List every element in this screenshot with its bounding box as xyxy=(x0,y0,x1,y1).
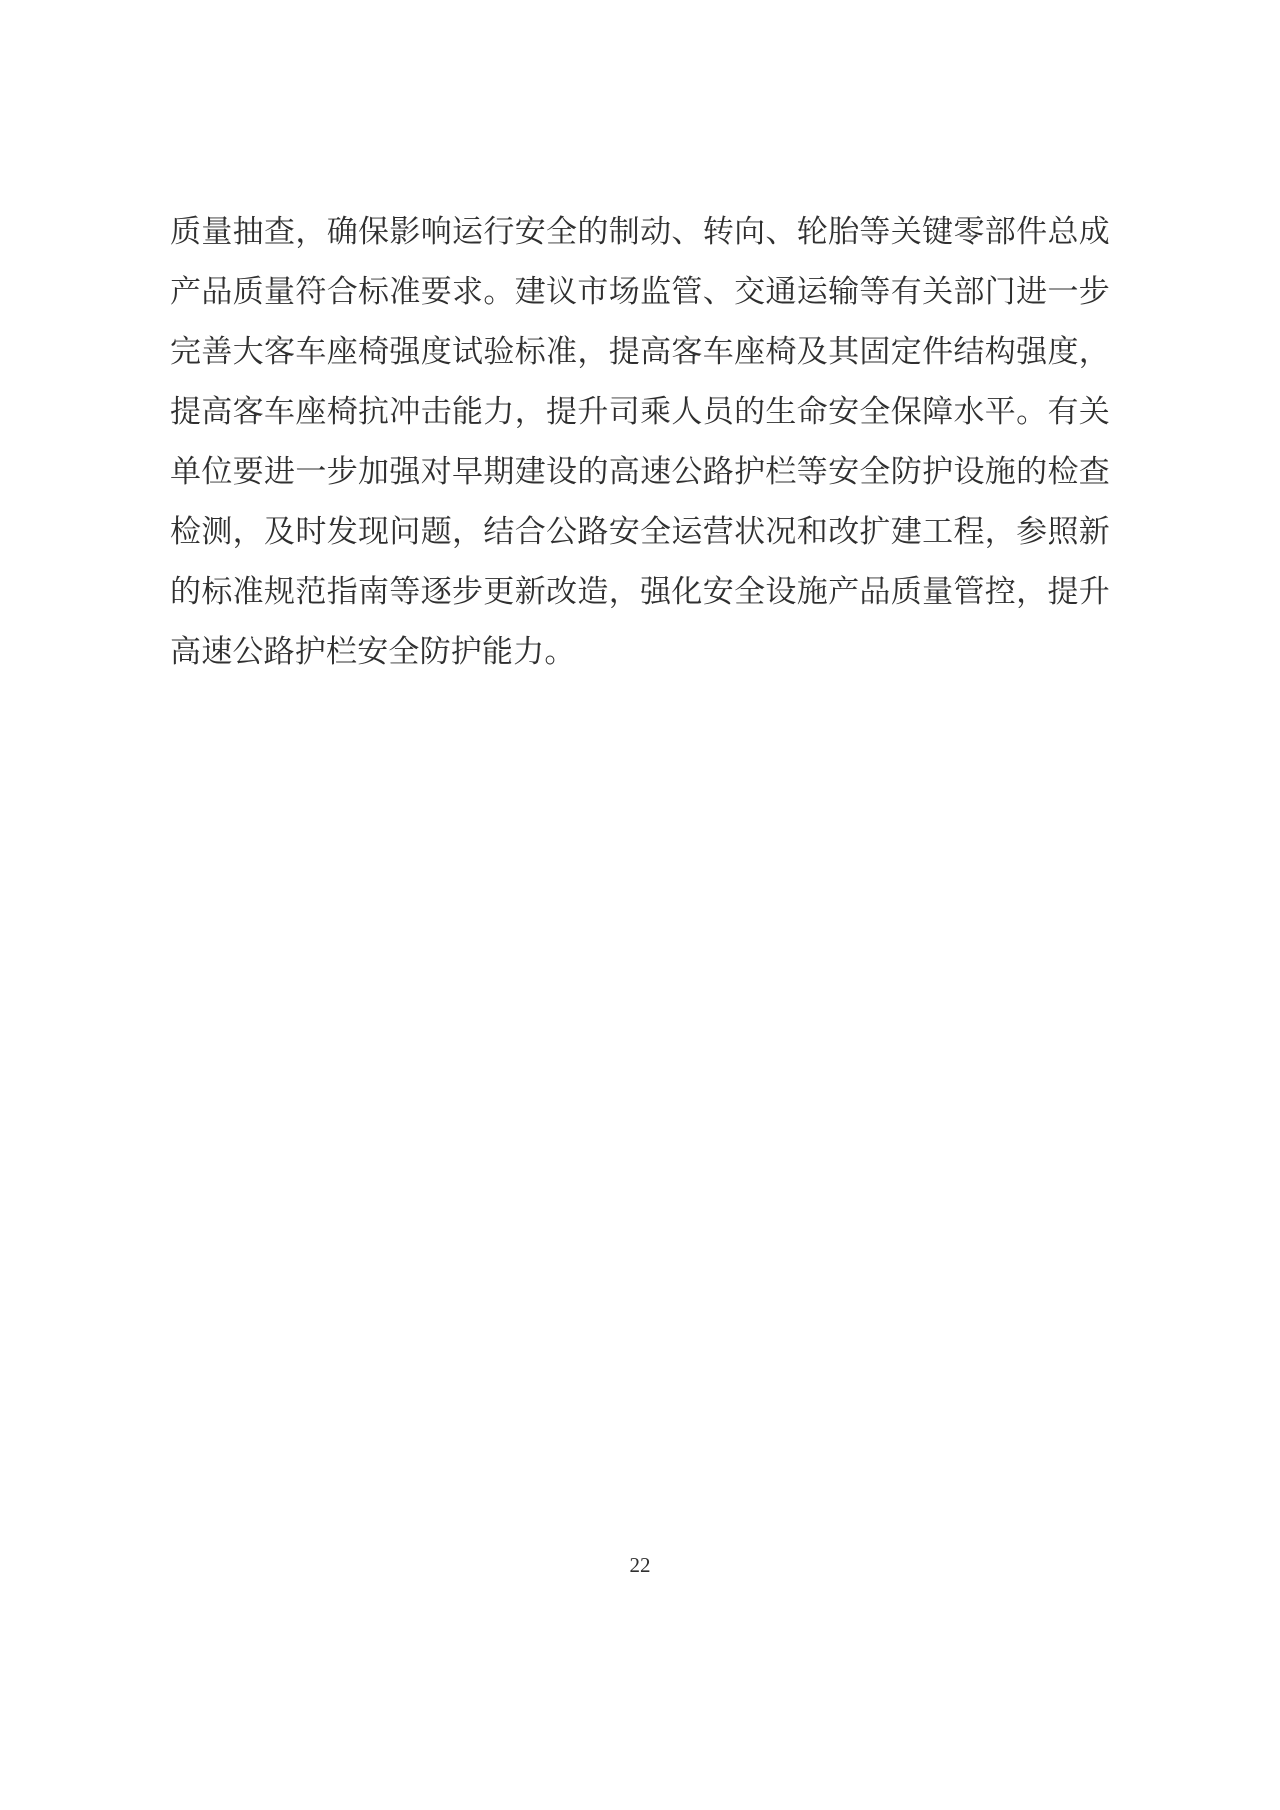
paragraph-line: 质量抽查，确保影响运行安全的制动、转向、轮胎等关键零部件总成 xyxy=(170,214,1110,249)
paragraph-line: 完善大客车座椅强度试验标准，提高客车座椅及其固定件结构强度， xyxy=(170,334,1110,369)
paragraph-line: 的标准规范指南等逐步更新改造，强化安全设施产品质量管控，提升 xyxy=(170,574,1110,609)
paragraph-line: 高速公路护栏安全防护能力。 xyxy=(170,634,576,669)
paragraph-line: 检测，及时发现问题，结合公路安全运营状况和改扩建工程，参照新 xyxy=(170,514,1110,549)
page-number: 22 xyxy=(629,1553,651,1577)
body-paragraph xyxy=(170,202,1110,682)
paragraph-line: 提高客车座椅抗冲击能力，提升司乘人员的生命安全保障水平。有关 xyxy=(170,394,1110,429)
paragraph-line: 单位要进一步加强对早期建设的高速公路护栏等安全防护设施的检查 xyxy=(170,454,1110,489)
paragraph-line: 产品质量符合标准要求。建议市场监管、交通运输等有关部门进一步 xyxy=(170,274,1110,309)
